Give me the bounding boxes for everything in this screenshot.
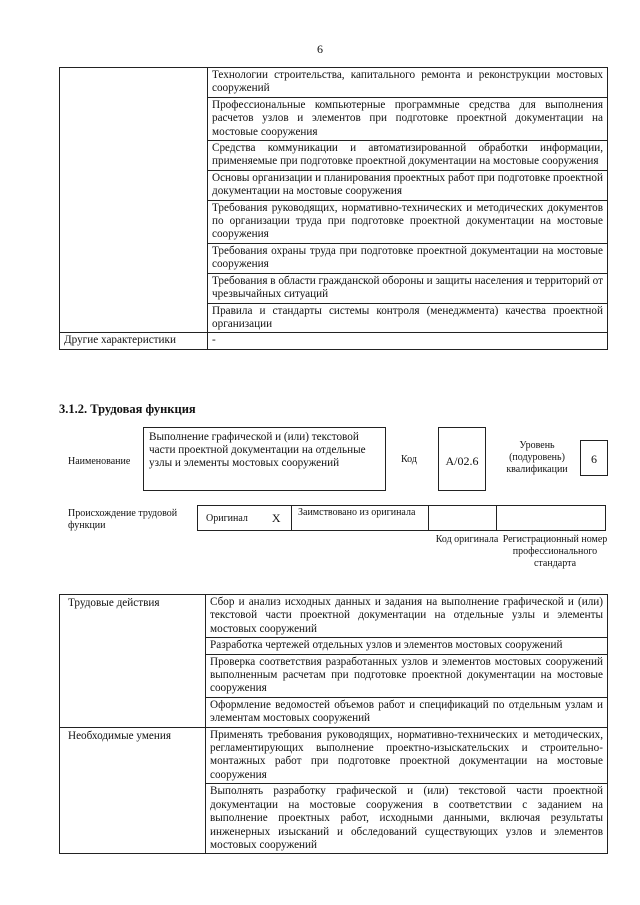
table-row xyxy=(60,68,608,98)
name-label: Наименование xyxy=(68,456,131,467)
table-row xyxy=(60,727,608,784)
actions-skills-table xyxy=(59,594,608,854)
function-name: Выполнение графической и (или) текстовой части проектной документации на отдельные узлы и элементы мостовых сооружений xyxy=(143,427,386,491)
borrowed-label: Заимствовано из оригинала xyxy=(291,505,429,531)
table-label-cell xyxy=(60,68,208,333)
page-number: 6 xyxy=(317,42,323,56)
table-cell: Технологии строительства, капитального ремонта и реконструкции мостовых сооружений xyxy=(208,68,608,98)
table-cell: Требования охраны труда при подготовке проектной документации на мостовые сооружения xyxy=(208,243,608,273)
original-cell xyxy=(197,505,292,531)
origin-row xyxy=(198,505,606,531)
table-row xyxy=(60,595,608,638)
function-code: A/02.6 xyxy=(438,427,486,491)
level-label: Уровень (подуровень) квалификации xyxy=(506,440,568,475)
table-cell: Правила и стандарты системы контроля (менеджмента) качества проектной организации xyxy=(208,303,608,333)
table-cell: Требования в области гражданской обороны и защиты населения и территорий от чрезвычайных ситуаций xyxy=(208,273,608,303)
table-cell: Сбор и анализ исходных данных и задания на выполнение графической и (или) текстовой части проектной документации на отдельные узлы и элементы мостовых сооружений xyxy=(206,595,608,638)
table-cell: Разработка чертежей отдельных узлов и элементов мостовых сооружений xyxy=(206,638,608,654)
table-cell: Профессиональные компьютерные программные средства для выполнения расчетов узлов и элементов при подготовке проектной документации на мостовые сооружения xyxy=(208,97,608,140)
other-characteristics-value: - xyxy=(208,333,608,349)
level-value: 6 xyxy=(580,440,608,476)
table-cell: Проверка соответствия разработанных узлов и элементов мостовых сооружений выполненным расчетам при подготовке проектной документации на мостовые сооружения xyxy=(206,654,608,697)
table-row xyxy=(60,333,608,349)
table-cell: Основы организации и планирования проектных работ при подготовке проектной документации на мостовые сооружения xyxy=(208,170,608,200)
skills-label: Необходимые умения xyxy=(60,727,206,854)
registration-number-cell xyxy=(496,505,606,531)
knowledge-table xyxy=(59,67,608,350)
other-characteristics-label: Другие характеристики xyxy=(60,333,208,349)
table-cell: Применять требования руководящих, нормативно-технических и методических, регламентирующих выполнение проектно-изыскательских и строительно-монтажных работ при подготовке проектной документации на мостовые сооружения xyxy=(206,727,608,784)
table-cell: Требования руководящих, нормативно-технических и методических документов по организации труда при подготовке проектной документации на мостовые сооружения xyxy=(208,200,608,243)
original-mark: X xyxy=(271,510,281,525)
code-label: Код xyxy=(401,454,417,465)
table-cell: Оформление ведомостей объемов работ и спецификаций по отдельным узлам и элементам мостовых сооружений xyxy=(206,697,608,727)
table-cell: Средства коммуникации и автоматизированной обработки информации, применяемые при подготовке проектной документации на мостовые сооружения xyxy=(208,141,608,171)
original-code-cell xyxy=(428,505,497,531)
code-caption: Код оригинала xyxy=(435,534,499,545)
section-heading: 3.1.2. Трудовая функция xyxy=(59,402,196,416)
origin-label: Происхождение трудовой функции xyxy=(68,508,178,531)
actions-label: Трудовые действия xyxy=(60,595,206,728)
table-cell: Выполнять разработку графической и (или) текстовой части проектной документации на мостовые сооружения в соответствии с заданием на выполнение проектных работ, исходными данными, включая результаты инженерных изысканий и обследований существующих узлов и элементов мостовых сооружений xyxy=(206,784,608,854)
original-label: Оригинал xyxy=(206,512,248,524)
registration-caption: Регистрационный номер профессионального стандарта xyxy=(502,534,608,569)
